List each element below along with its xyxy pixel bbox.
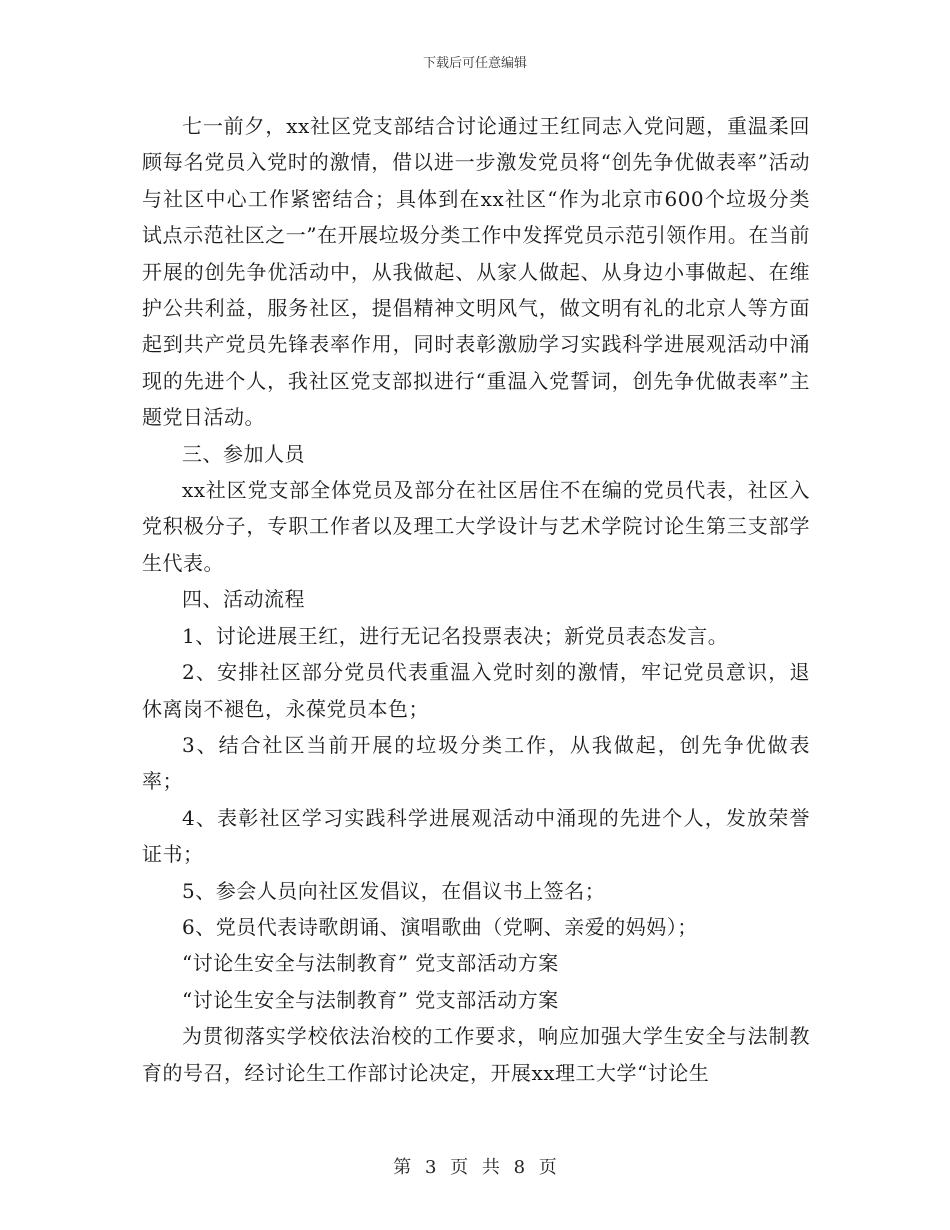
process-step-3: 3、结合社区当前开展的垃圾分类工作，从我做起，创先争优做表率； [142, 732, 810, 794]
process-step-4: 4、表彰社区学习实践科学进展观活动中涌现的先进个人，发放荣誉证书； [142, 805, 810, 867]
plan-title-1: “讨论生安全与法制教育” 党支部活动方案 [182, 951, 559, 976]
plan-title-2: “讨论生安全与法制教育” 党支部活动方案 [182, 987, 559, 1012]
process-step-5: 5、参会人员向社区发倡议，在倡议书上签名； [182, 878, 606, 903]
page-header-note: 下载后可任意编辑 [422, 56, 527, 71]
document-body [142, 108, 810, 1091]
paragraph-participants: xx社区党支部全体党员及部分在社区居住不在编的党员代表，社区入党积极分子，专职工作者以及理工大学设计与艺术学院讨论生第三支部学生代表。 [142, 478, 810, 575]
section-heading-participants: 三、参加人员 [182, 441, 305, 466]
page-number-footer: 第 3 页 共 8 页 [393, 1157, 557, 1178]
paragraph-intro: 七一前夕，xx社区党支部结合讨论通过王红同志入党问题，重温柔回顾每名党员入党时的激情，借以进一步激发党员将“创先争优做表率”活动与社区中心工作紧密结合；具体到在xx社区“作为北京市600个垃圾分类试点示范社区之一”在开展垃圾分类工作中发挥党员示范引领作用。在当前开展的创先争优活动中，从我做起、从家人做起、从身边小事做起、在维护公共利益，服务社区，提倡精神文明风气，做文明有礼的北京人等方面起到共产党员先锋表率作用，同时表彰激励学习实践科学进展观活动中涌现的先进个人，我社区党支部拟进行“重温入党誓词，创先争优做表率”主题党日活动。 [142, 114, 810, 430]
process-step-2: 2、安排社区部分党员代表重温入党时刻的激情，牢记党员意识，退休离岗不褪色，永葆党员本色； [142, 660, 810, 721]
process-step-6: 6、党员代表诗歌朗诵、演唱歌曲（党啊、亲爱的妈妈）； [182, 914, 698, 939]
paragraph-plan-intro: 为贯彻落实学校依法治校的工作要求，响应加强大学生安全与法制教育的号召，经讨论生工作部讨论决定，开展xx理工大学“讨论生 [142, 1024, 810, 1085]
section-heading-process: 四、活动流程 [182, 587, 305, 612]
process-step-1: 1、讨论进展王红，进行无记名投票表决；新党员表态发言。 [182, 623, 729, 648]
